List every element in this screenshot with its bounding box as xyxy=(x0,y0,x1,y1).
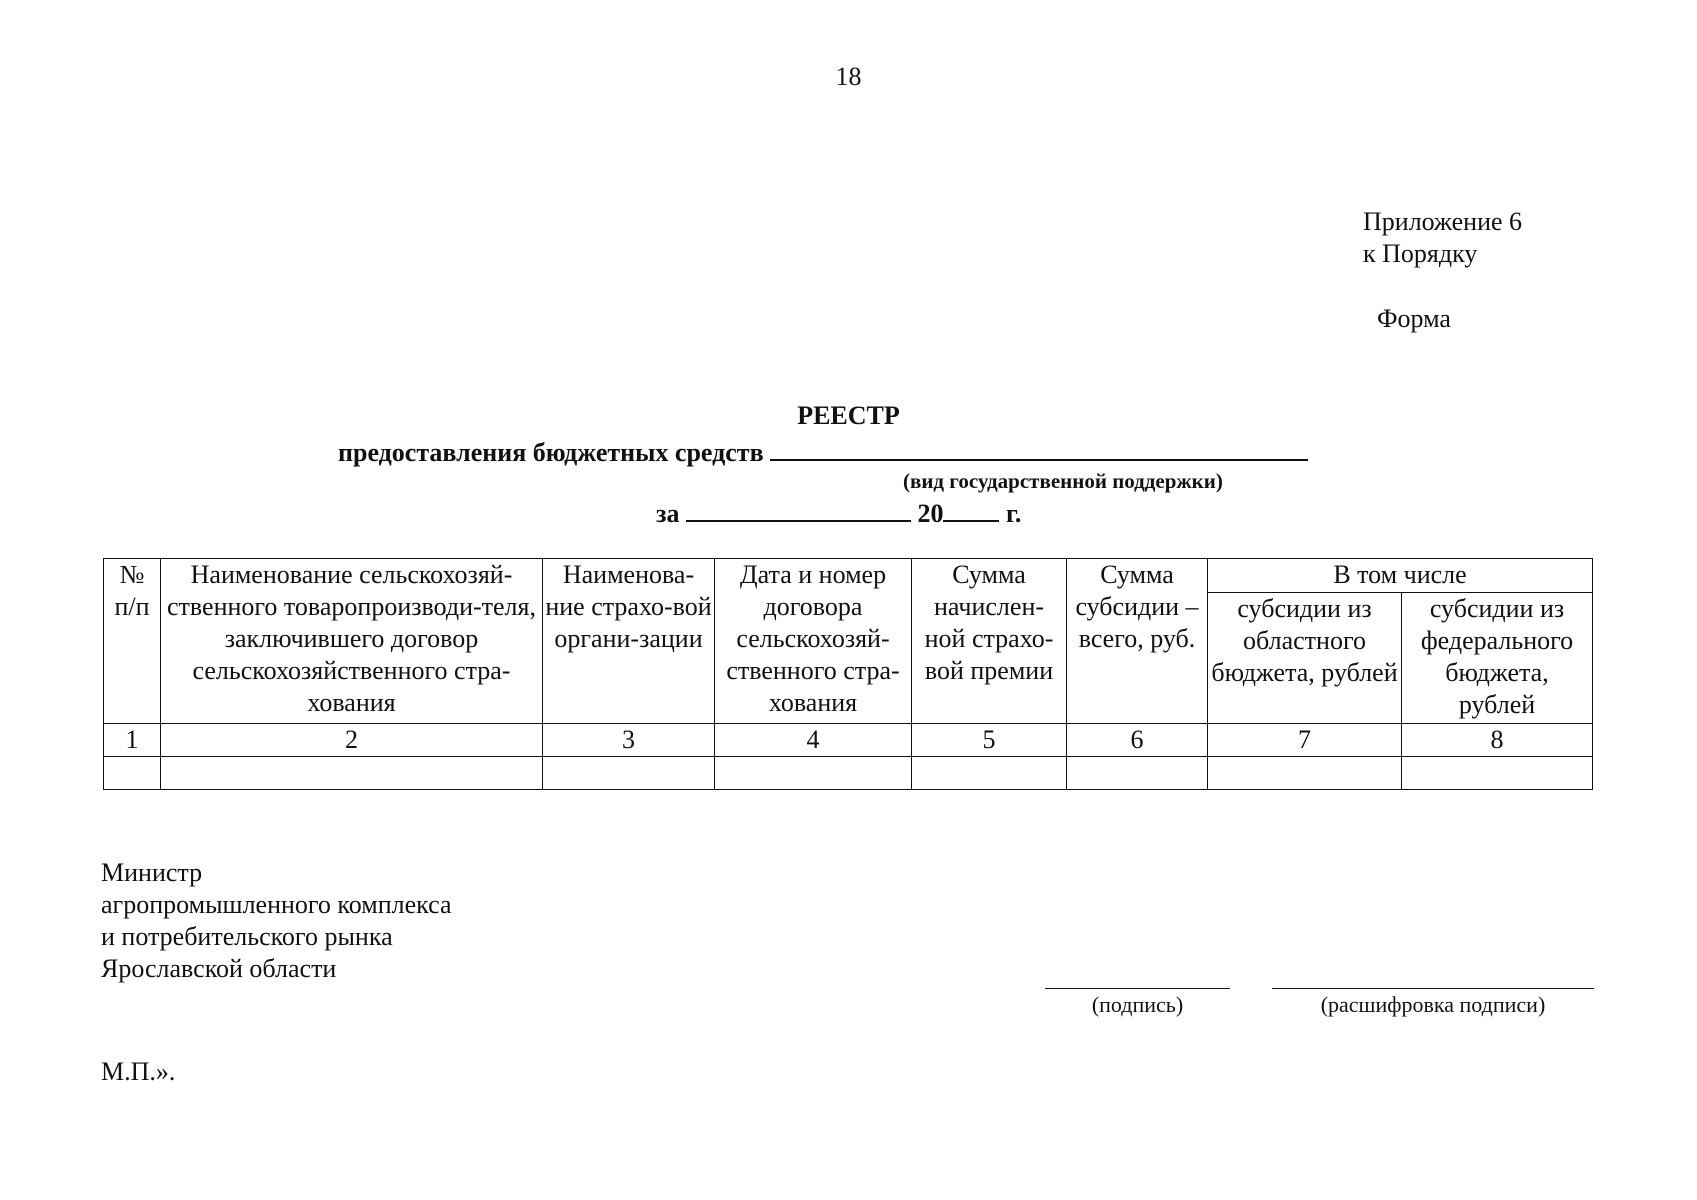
header-num: № п/п xyxy=(104,559,161,724)
column-number: 3 xyxy=(543,724,715,757)
empty-cell xyxy=(715,757,912,790)
empty-cell xyxy=(912,757,1067,790)
header-federal: субсидии из федерального бюджета, рублей xyxy=(1402,592,1593,723)
empty-cell xyxy=(1208,757,1402,790)
empty-cell xyxy=(543,757,715,790)
column-numbers-row xyxy=(104,724,1593,757)
stamp-place: М.П.». xyxy=(101,1057,176,1086)
period-suffix: г. xyxy=(1005,499,1022,528)
column-number: 4 xyxy=(715,724,912,757)
empty-cell xyxy=(104,757,161,790)
table-row xyxy=(104,757,1593,790)
period-blank xyxy=(686,496,911,522)
empty-cell xyxy=(161,757,543,790)
column-number: 5 xyxy=(912,724,1067,757)
support-type-caption: (вид государственной поддержки) xyxy=(903,469,1223,493)
appendix-line-1: Приложение 6 xyxy=(1363,207,1523,236)
period-year-prefix: 20 xyxy=(917,499,944,528)
header-subsidy-total: Сумма субсидии – всего, руб. xyxy=(1067,559,1208,724)
period-line xyxy=(656,496,1021,529)
header-contract: Дата и номер договора сельскохозяй-ственного стра-хования xyxy=(715,559,912,724)
header-regional: субсидии из областного бюджета, рублей xyxy=(1208,592,1402,723)
header-premium: Сумма начислен-ной страхо-вой премии xyxy=(912,559,1067,724)
registry-title: РЕЕСТР xyxy=(797,401,900,430)
column-number: 2 xyxy=(161,724,543,757)
page-number: 18 xyxy=(835,62,862,91)
minister-title xyxy=(101,857,452,985)
form-label: Форма xyxy=(1377,304,1451,333)
column-number: 6 xyxy=(1067,724,1208,757)
header-insurer: Наименова-ние страхо-вой органи-зации xyxy=(543,559,715,724)
signature-line xyxy=(1045,988,1230,989)
header-producer: Наименование сельскохозяй-ственного товаропроизводи-теля, заключившего договор сельскохозяйственного стра-хования xyxy=(161,559,543,724)
year-blank xyxy=(943,496,999,522)
appendix-line-2: к Порядку xyxy=(1363,239,1478,268)
empty-cell xyxy=(1402,757,1593,790)
signature-decode-caption: (расшифровка подписи) xyxy=(1320,992,1546,1017)
purpose-prefix: предоставления бюджетных средств xyxy=(338,438,764,467)
period-prefix: за xyxy=(656,499,680,528)
header-including: В том числе xyxy=(1208,559,1593,593)
registry-table xyxy=(103,558,1593,790)
minister-line-3: и потребительского рынка xyxy=(101,922,393,951)
support-type-blank xyxy=(770,435,1308,461)
signature-caption: (подпись) xyxy=(1091,992,1184,1017)
minister-line-1: Министр xyxy=(101,858,203,887)
column-number: 8 xyxy=(1402,724,1593,757)
column-number: 1 xyxy=(104,724,161,757)
column-number: 7 xyxy=(1208,724,1402,757)
empty-cell xyxy=(1067,757,1208,790)
signature-decode-line xyxy=(1272,988,1594,989)
purpose-line xyxy=(338,435,1308,468)
appendix-reference xyxy=(1363,206,1522,270)
minister-line-2: агропромышленного комплекса xyxy=(101,890,452,919)
minister-line-4: Ярославской области xyxy=(101,954,337,983)
